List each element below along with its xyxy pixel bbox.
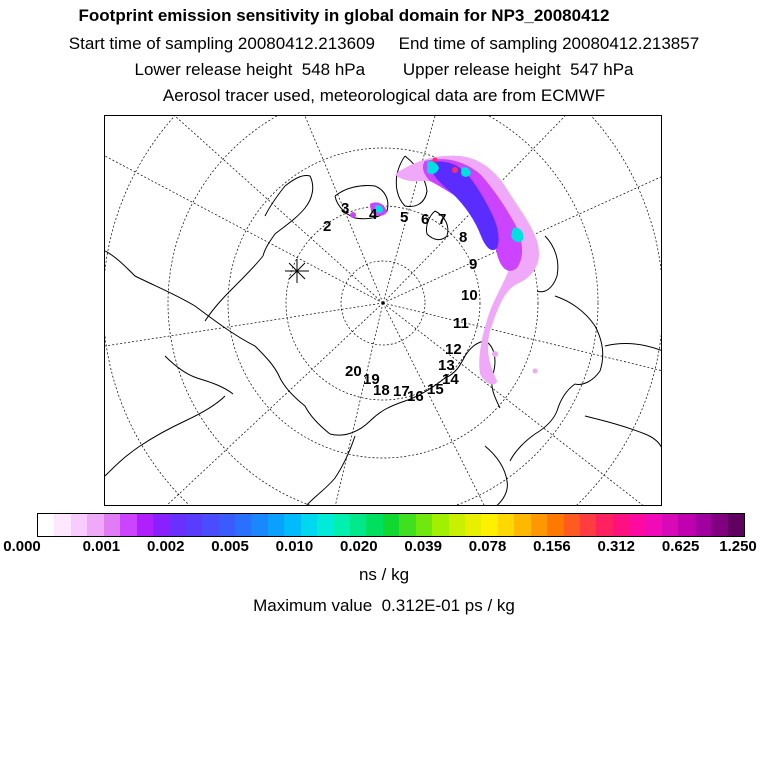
trajectory-label: 19 bbox=[363, 371, 380, 388]
latitude-circles bbox=[105, 116, 662, 506]
colorbar-segment bbox=[564, 514, 580, 536]
colorbar-tick-label: 0.078 bbox=[468, 538, 507, 555]
colorbar-segment bbox=[449, 514, 465, 536]
tracer-info-line: Aerosol tracer used, meteorological data are from ECMWF bbox=[162, 86, 606, 105]
trajectory-label: 18 bbox=[373, 382, 390, 399]
trajectory-label: 13 bbox=[438, 357, 455, 374]
lat-circle bbox=[105, 116, 662, 506]
colorbar-segment bbox=[613, 514, 629, 536]
colorbar-segment bbox=[432, 514, 448, 536]
lat-circle bbox=[168, 116, 598, 506]
colorbar-segment bbox=[678, 514, 694, 536]
trajectory-label: 20 bbox=[345, 363, 362, 380]
colorbar-segment bbox=[531, 514, 547, 536]
footprint-map bbox=[104, 115, 662, 506]
colorbar-tick-label: 0.000 bbox=[3, 538, 41, 555]
colorbar-segment bbox=[350, 514, 366, 536]
trajectory-label: 11 bbox=[453, 315, 469, 332]
sampling-time-line: Start time of sampling 20080412.213609 End time of sampling 20080412.213857 bbox=[68, 34, 700, 53]
plume-patch bbox=[350, 212, 356, 218]
colorbar-segment bbox=[104, 514, 120, 536]
trajectory-label: 16 bbox=[407, 388, 424, 405]
release-height-line: Lower release height 548 hPa Upper release height 547 hPa bbox=[134, 60, 634, 79]
map-canvas bbox=[105, 116, 662, 506]
colorbar-segment bbox=[629, 514, 645, 536]
colorbar-segment bbox=[54, 514, 70, 536]
colorbar-segment bbox=[268, 514, 284, 536]
plume-hot bbox=[433, 158, 438, 163]
trajectory-label: 6 bbox=[421, 211, 430, 228]
colorbar-segment bbox=[202, 514, 218, 536]
colorbar-segment bbox=[334, 514, 350, 536]
colorbar-segment bbox=[71, 514, 87, 536]
colorbar-segment bbox=[465, 514, 481, 536]
colorbar-tick-label: 0.002 bbox=[146, 538, 185, 555]
colorbar-segment bbox=[547, 514, 563, 536]
colorbar-segment bbox=[38, 514, 54, 536]
colorbar-tick-label: 0.010 bbox=[275, 538, 314, 555]
colorbar-tick-label: 1.250 bbox=[719, 538, 757, 555]
plume-patch bbox=[492, 351, 498, 357]
plume-patch bbox=[533, 369, 538, 374]
colorbar-segment bbox=[317, 514, 333, 536]
colorbar-segment bbox=[580, 514, 596, 536]
trajectory-label: 3 bbox=[341, 200, 350, 217]
colorbar-segment bbox=[695, 514, 711, 536]
colorbar-segment bbox=[284, 514, 300, 536]
colorbar-segment bbox=[235, 514, 251, 536]
colorbar-tick-label: 0.020 bbox=[340, 538, 378, 555]
trajectory-label: 8 bbox=[459, 229, 468, 246]
colorbar-segment bbox=[711, 514, 727, 536]
trajectory-label: 17 bbox=[393, 383, 410, 400]
colorbar-tick-label: 0.156 bbox=[533, 538, 571, 555]
maximum-value: Maximum value 0.312E-01 ps / kg bbox=[253, 596, 515, 615]
meridians bbox=[105, 116, 662, 506]
colorbar-segment bbox=[481, 514, 497, 536]
colorbar-units: ns / kg bbox=[358, 565, 410, 584]
colorbar-segment bbox=[219, 514, 235, 536]
trajectory-label: 12 bbox=[445, 341, 462, 358]
colorbar-segment bbox=[596, 514, 612, 536]
trajectory-label: 5 bbox=[400, 209, 409, 226]
colorbar-tick-label: 0.001 bbox=[82, 538, 121, 555]
colorbar-segment bbox=[301, 514, 317, 536]
colorbar-segment bbox=[646, 514, 662, 536]
colorbar-tick-label: 0.039 bbox=[404, 538, 442, 555]
colorbar-segment bbox=[366, 514, 382, 536]
colorbar-segment bbox=[153, 514, 169, 536]
trajectory-label: 4 bbox=[369, 206, 378, 223]
trajectory-label: 9 bbox=[469, 256, 478, 273]
colorbar-segment bbox=[498, 514, 514, 536]
colorbar-segment bbox=[120, 514, 136, 536]
trajectory-label: 14 bbox=[442, 371, 459, 388]
colorbar-tick-label: 0.005 bbox=[211, 538, 249, 555]
trajectory-label: 7 bbox=[438, 211, 447, 228]
colorbar-segment bbox=[662, 514, 678, 536]
colorbar-segment bbox=[186, 514, 202, 536]
colorbar-segment bbox=[514, 514, 530, 536]
trajectory-label: 10 bbox=[461, 287, 478, 304]
colorbar-segment bbox=[87, 514, 103, 536]
colorbar-segment bbox=[728, 514, 744, 536]
trajectory-label: 15 bbox=[427, 381, 444, 398]
colorbar-segment bbox=[137, 514, 153, 536]
colorbar-segment bbox=[169, 514, 185, 536]
colorbar-segment bbox=[251, 514, 267, 536]
colorbar bbox=[37, 513, 745, 537]
trajectory-labels bbox=[323, 200, 478, 405]
colorbar-tick-label: 0.625 bbox=[661, 538, 700, 555]
plume-hot bbox=[452, 167, 458, 173]
trajectory-label: 2 bbox=[323, 218, 332, 235]
colorbar-segment bbox=[399, 514, 415, 536]
colorbar-segment bbox=[383, 514, 399, 536]
colorbar-segment bbox=[416, 514, 432, 536]
chart-title: Footprint emission sensitivity in global domain for NP3_20080412 bbox=[78, 6, 610, 25]
colorbar-tick-label: 0.312 bbox=[597, 538, 636, 555]
